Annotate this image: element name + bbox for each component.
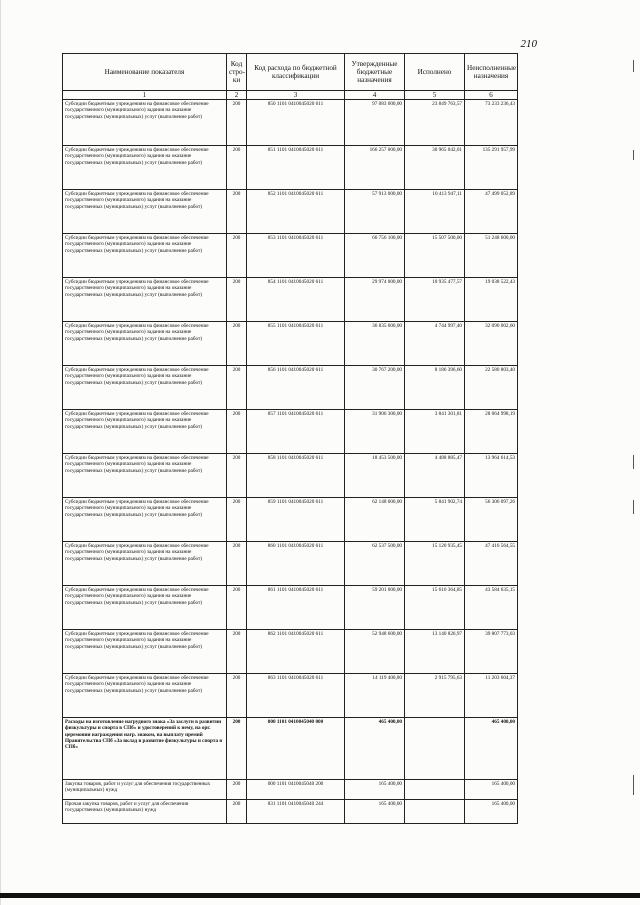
column-header-budget-code: Код расхода по бюджетной классификации: [247, 54, 345, 91]
table-row: [63, 366, 518, 410]
row-line-code-cell: 200: [227, 674, 247, 718]
table-row: [63, 278, 518, 322]
table-row: [63, 322, 518, 366]
row-budget-code-cell: 862 1101 0410045020 611: [247, 630, 345, 674]
row-name-cell: Субсидии бюджетным учреждениям на финансовое обеспечение государственного (муниципального) задания на оказание государственных (муниципальных) услуг (выполнение работ): [63, 410, 227, 454]
row-executed-cell: 10 413 947,11: [405, 190, 465, 234]
row-unexecuted-cell: 135 291 957,99: [465, 146, 518, 190]
row-approved-cell: 57 913 000,00: [345, 190, 405, 234]
budget-execution-table: [62, 53, 518, 824]
row-line-code-cell: 200: [227, 278, 247, 322]
row-approved-cell: 36 835 000,00: [345, 322, 405, 366]
row-executed-cell: 15 616 364,85: [405, 586, 465, 630]
row-budget-code-cell: 859 1101 0410045020 611: [247, 498, 345, 542]
row-budget-code-cell: 856 1101 0410045020 611: [247, 366, 345, 410]
column-header-name: Наименование показателя: [63, 54, 227, 91]
scan-left-edge: [0, 0, 1, 905]
row-line-code-cell: 200: [227, 780, 247, 800]
row-name-cell: Субсидии бюджетным учреждениям на финансовое обеспечение государственного (муниципального) задания на оказание государственных (муниципальных) услуг (выполнение работ): [63, 190, 227, 234]
row-executed-cell: 5 841 902,74: [405, 498, 465, 542]
row-name-cell: Субсидии бюджетным учреждениям на финансовое обеспечение государственного (муниципального) задания на оказание государственных (муниципальных) услуг (выполнение работ): [63, 542, 227, 586]
row-approved-cell: 66 756 100,00: [345, 234, 405, 278]
row-approved-cell: 166 257 000,00: [345, 146, 405, 190]
row-line-code-cell: 200: [227, 366, 247, 410]
row-budget-code-cell: 831 1101 0410045040 244: [247, 800, 345, 824]
row-budget-code-cell: 000 1101 0410045040 000: [247, 718, 345, 780]
table-row: [63, 234, 518, 278]
row-executed-cell: 30 965 042,01: [405, 146, 465, 190]
row-budget-code-cell: 000 1101 0410045040 200: [247, 780, 345, 800]
row-name-cell: Субсидии бюджетным учреждениям на финансовое обеспечение государственного (муниципального) задания на оказание государственных (муниципальных) услуг (выполнение работ): [63, 630, 227, 674]
table-row: [63, 410, 518, 454]
row-name-cell: Прочая закупка товаров, работ и услуг для обеспечения государственных (муниципальных) нужд: [63, 800, 227, 824]
row-budget-code-cell: 855 1101 0410045020 611: [247, 322, 345, 366]
row-approved-cell: 465 400,00: [345, 718, 405, 780]
row-executed-cell: 23 849 763,57: [405, 100, 465, 146]
row-unexecuted-cell: 465 400,00: [465, 718, 518, 780]
row-executed-cell: [405, 718, 465, 780]
row-line-code-cell: 200: [227, 630, 247, 674]
row-line-code-cell: 200: [227, 410, 247, 454]
row-name-cell: Субсидии бюджетным учреждениям на финансовое обеспечение государственного (муниципального) задания на оказание государственных (муниципальных) услуг (выполнение работ): [63, 674, 227, 718]
row-line-code-cell: 200: [227, 146, 247, 190]
row-budget-code-cell: 852 1101 0410045020 611: [247, 190, 345, 234]
row-executed-cell: 2 915 795,63: [405, 674, 465, 718]
table-body: [63, 100, 518, 824]
row-name-cell: Субсидии бюджетным учреждениям на финансовое обеспечение государственного (муниципального) задания на оказание государственных (муниципальных) услуг (выполнение работ): [63, 234, 227, 278]
row-executed-cell: 15 120 935,45: [405, 542, 465, 586]
row-executed-cell: 8 186 396,60: [405, 366, 465, 410]
table-row: [63, 100, 518, 146]
table-row: [63, 454, 518, 498]
row-executed-cell: 4 744 997,40: [405, 322, 465, 366]
column-number: 4: [345, 91, 405, 100]
row-name-cell: Субсидии бюджетным учреждениям на финансовое обеспечение государственного (муниципального) задания на оказание государственных (муниципальных) услуг (выполнение работ): [63, 100, 227, 146]
row-name-cell: Субсидии бюджетным учреждениям на финансовое обеспечение государственного (муниципального) задания на оказание государственных (муниципальных) услуг (выполнение работ): [63, 322, 227, 366]
row-executed-cell: [405, 780, 465, 800]
row-approved-cell: 165 400,00: [345, 800, 405, 824]
table-row: [63, 674, 518, 718]
column-number: 2: [227, 91, 247, 100]
row-unexecuted-cell: 47 416 564,55: [465, 542, 518, 586]
row-approved-cell: 59 201 000,00: [345, 586, 405, 630]
table-row: [63, 800, 518, 824]
table-row: [63, 630, 518, 674]
table-row: [63, 498, 518, 542]
row-name-cell: Субсидии бюджетным учреждениям на финансовое обеспечение государственного (муниципального) задания на оказание государственных (муниципальных) услуг (выполнение работ): [63, 146, 227, 190]
row-unexecuted-cell: 39 807 773,03: [465, 630, 518, 674]
column-number: 5: [405, 91, 465, 100]
row-line-code-cell: 200: [227, 498, 247, 542]
column-number: 6: [465, 91, 518, 100]
row-budget-code-cell: 853 1101 0410045020 611: [247, 234, 345, 278]
row-approved-cell: 52 948 600,00: [345, 630, 405, 674]
row-approved-cell: 18 453 500,00: [345, 454, 405, 498]
column-header-line-code: Код стро-ки: [227, 54, 247, 91]
row-unexecuted-cell: 43 584 635,15: [465, 586, 518, 630]
row-unexecuted-cell: 32 090 002,60: [465, 322, 518, 366]
column-number: 1: [63, 91, 227, 100]
scan-edge-mark: [633, 150, 634, 160]
table-row: [63, 542, 518, 586]
row-unexecuted-cell: 165 400,00: [465, 800, 518, 824]
row-name-cell: Субсидии бюджетным учреждениям на финансовое обеспечение государственного (муниципального) задания на оказание государственных (муниципальных) услуг (выполнение работ): [63, 278, 227, 322]
row-unexecuted-cell: 13 964 614,53: [465, 454, 518, 498]
row-name-cell: Закупка товаров, работ и услуг для обеспечения государственных (муниципальных) нужд: [63, 780, 227, 800]
column-header-executed: Исполнено: [405, 54, 465, 91]
row-approved-cell: 62 148 000,00: [345, 498, 405, 542]
row-budget-code-cell: 851 1101 0410045020 611: [247, 146, 345, 190]
row-unexecuted-cell: 165 400,00: [465, 780, 518, 800]
row-approved-cell: 62 537 500,00: [345, 542, 405, 586]
row-name-cell: Субсидии бюджетным учреждениям на финансовое обеспечение государственного (муниципального) задания на оказание государственных (муниципальных) услуг (выполнение работ): [63, 586, 227, 630]
table-row: [63, 586, 518, 630]
row-unexecuted-cell: 19 038 522,43: [465, 278, 518, 322]
row-budget-code-cell: 861 1101 0410045020 611: [247, 586, 345, 630]
row-executed-cell: [405, 800, 465, 824]
page-number: 210: [520, 38, 537, 50]
row-executed-cell: 3 841 301,81: [405, 410, 465, 454]
table-row: [63, 780, 518, 800]
row-unexecuted-cell: 11 203 604,37: [465, 674, 518, 718]
row-approved-cell: 14 119 400,00: [345, 674, 405, 718]
row-unexecuted-cell: 51 248 600,00: [465, 234, 518, 278]
row-name-cell: Субсидии бюджетным учреждениям на финансовое обеспечение государственного (муниципального) задания на оказание государственных (муниципальных) услуг (выполнение работ): [63, 454, 227, 498]
row-unexecuted-cell: 28 064 998,19: [465, 410, 518, 454]
row-approved-cell: 30 767 200,00: [345, 366, 405, 410]
column-number-row: [63, 91, 518, 100]
scan-edge-mark: [633, 775, 634, 795]
row-line-code-cell: 200: [227, 718, 247, 780]
row-executed-cell: 4 488 885,47: [405, 454, 465, 498]
row-line-code-cell: 200: [227, 542, 247, 586]
table-row: [63, 718, 518, 780]
row-line-code-cell: 200: [227, 454, 247, 498]
row-name-cell: Субсидии бюджетным учреждениям на финансовое обеспечение государственного (муниципального) задания на оказание государственных (муниципальных) услуг (выполнение работ): [63, 366, 227, 410]
column-number: 3: [247, 91, 345, 100]
row-executed-cell: 10 935 477,57: [405, 278, 465, 322]
row-executed-cell: 15 507 500,00: [405, 234, 465, 278]
row-line-code-cell: 200: [227, 586, 247, 630]
row-line-code-cell: 200: [227, 800, 247, 824]
row-budget-code-cell: 860 1101 0410045020 611: [247, 542, 345, 586]
table-header-row: [63, 54, 518, 91]
row-unexecuted-cell: 73 233 236,43: [465, 100, 518, 146]
column-header-unexecuted: Неисполненные назначения: [465, 54, 518, 91]
row-name-cell: Расходы на изготовление нагрудного знака «За заслуги в развитии физкультуры и спорта в СПб» и удостоверений к нему, на орг. церемонии награждения нагр. знаком, на выплату премий Правительства СПб «За вклад в развитие физкультуры и спорта в СПб»: [63, 718, 227, 780]
row-unexecuted-cell: 56 306 097,26: [465, 498, 518, 542]
row-name-cell: Субсидии бюджетным учреждениям на финансовое обеспечение государственного (муниципального) задания на оказание государственных (муниципальных) услуг (выполнение работ): [63, 498, 227, 542]
scan-edge-mark: [633, 60, 634, 72]
row-approved-cell: 165 400,00: [345, 780, 405, 800]
column-header-approved: Утвержденные бюджетные назначения: [345, 54, 405, 91]
table-row: [63, 190, 518, 234]
row-line-code-cell: 200: [227, 100, 247, 146]
row-approved-cell: 97 083 000,00: [345, 100, 405, 146]
scan-bottom-bar: [0, 893, 640, 898]
row-line-code-cell: 200: [227, 322, 247, 366]
row-approved-cell: 29 974 000,00: [345, 278, 405, 322]
table-row: [63, 146, 518, 190]
row-budget-code-cell: 854 1101 0410045020 611: [247, 278, 345, 322]
row-line-code-cell: 200: [227, 190, 247, 234]
row-budget-code-cell: 857 1101 0410045020 611: [247, 410, 345, 454]
row-executed-cell: 13 140 826,97: [405, 630, 465, 674]
scan-edge-mark: [633, 500, 634, 514]
row-budget-code-cell: 863 1101 0410045020 611: [247, 674, 345, 718]
row-approved-cell: 31 906 300,00: [345, 410, 405, 454]
scan-edge-mark: [633, 455, 634, 469]
row-unexecuted-cell: 47 499 052,89: [465, 190, 518, 234]
row-budget-code-cell: 858 1101 0410045020 611: [247, 454, 345, 498]
row-unexecuted-cell: 22 580 803,40: [465, 366, 518, 410]
row-budget-code-cell: 850 1101 0410045020 611: [247, 100, 345, 146]
row-line-code-cell: 200: [227, 234, 247, 278]
